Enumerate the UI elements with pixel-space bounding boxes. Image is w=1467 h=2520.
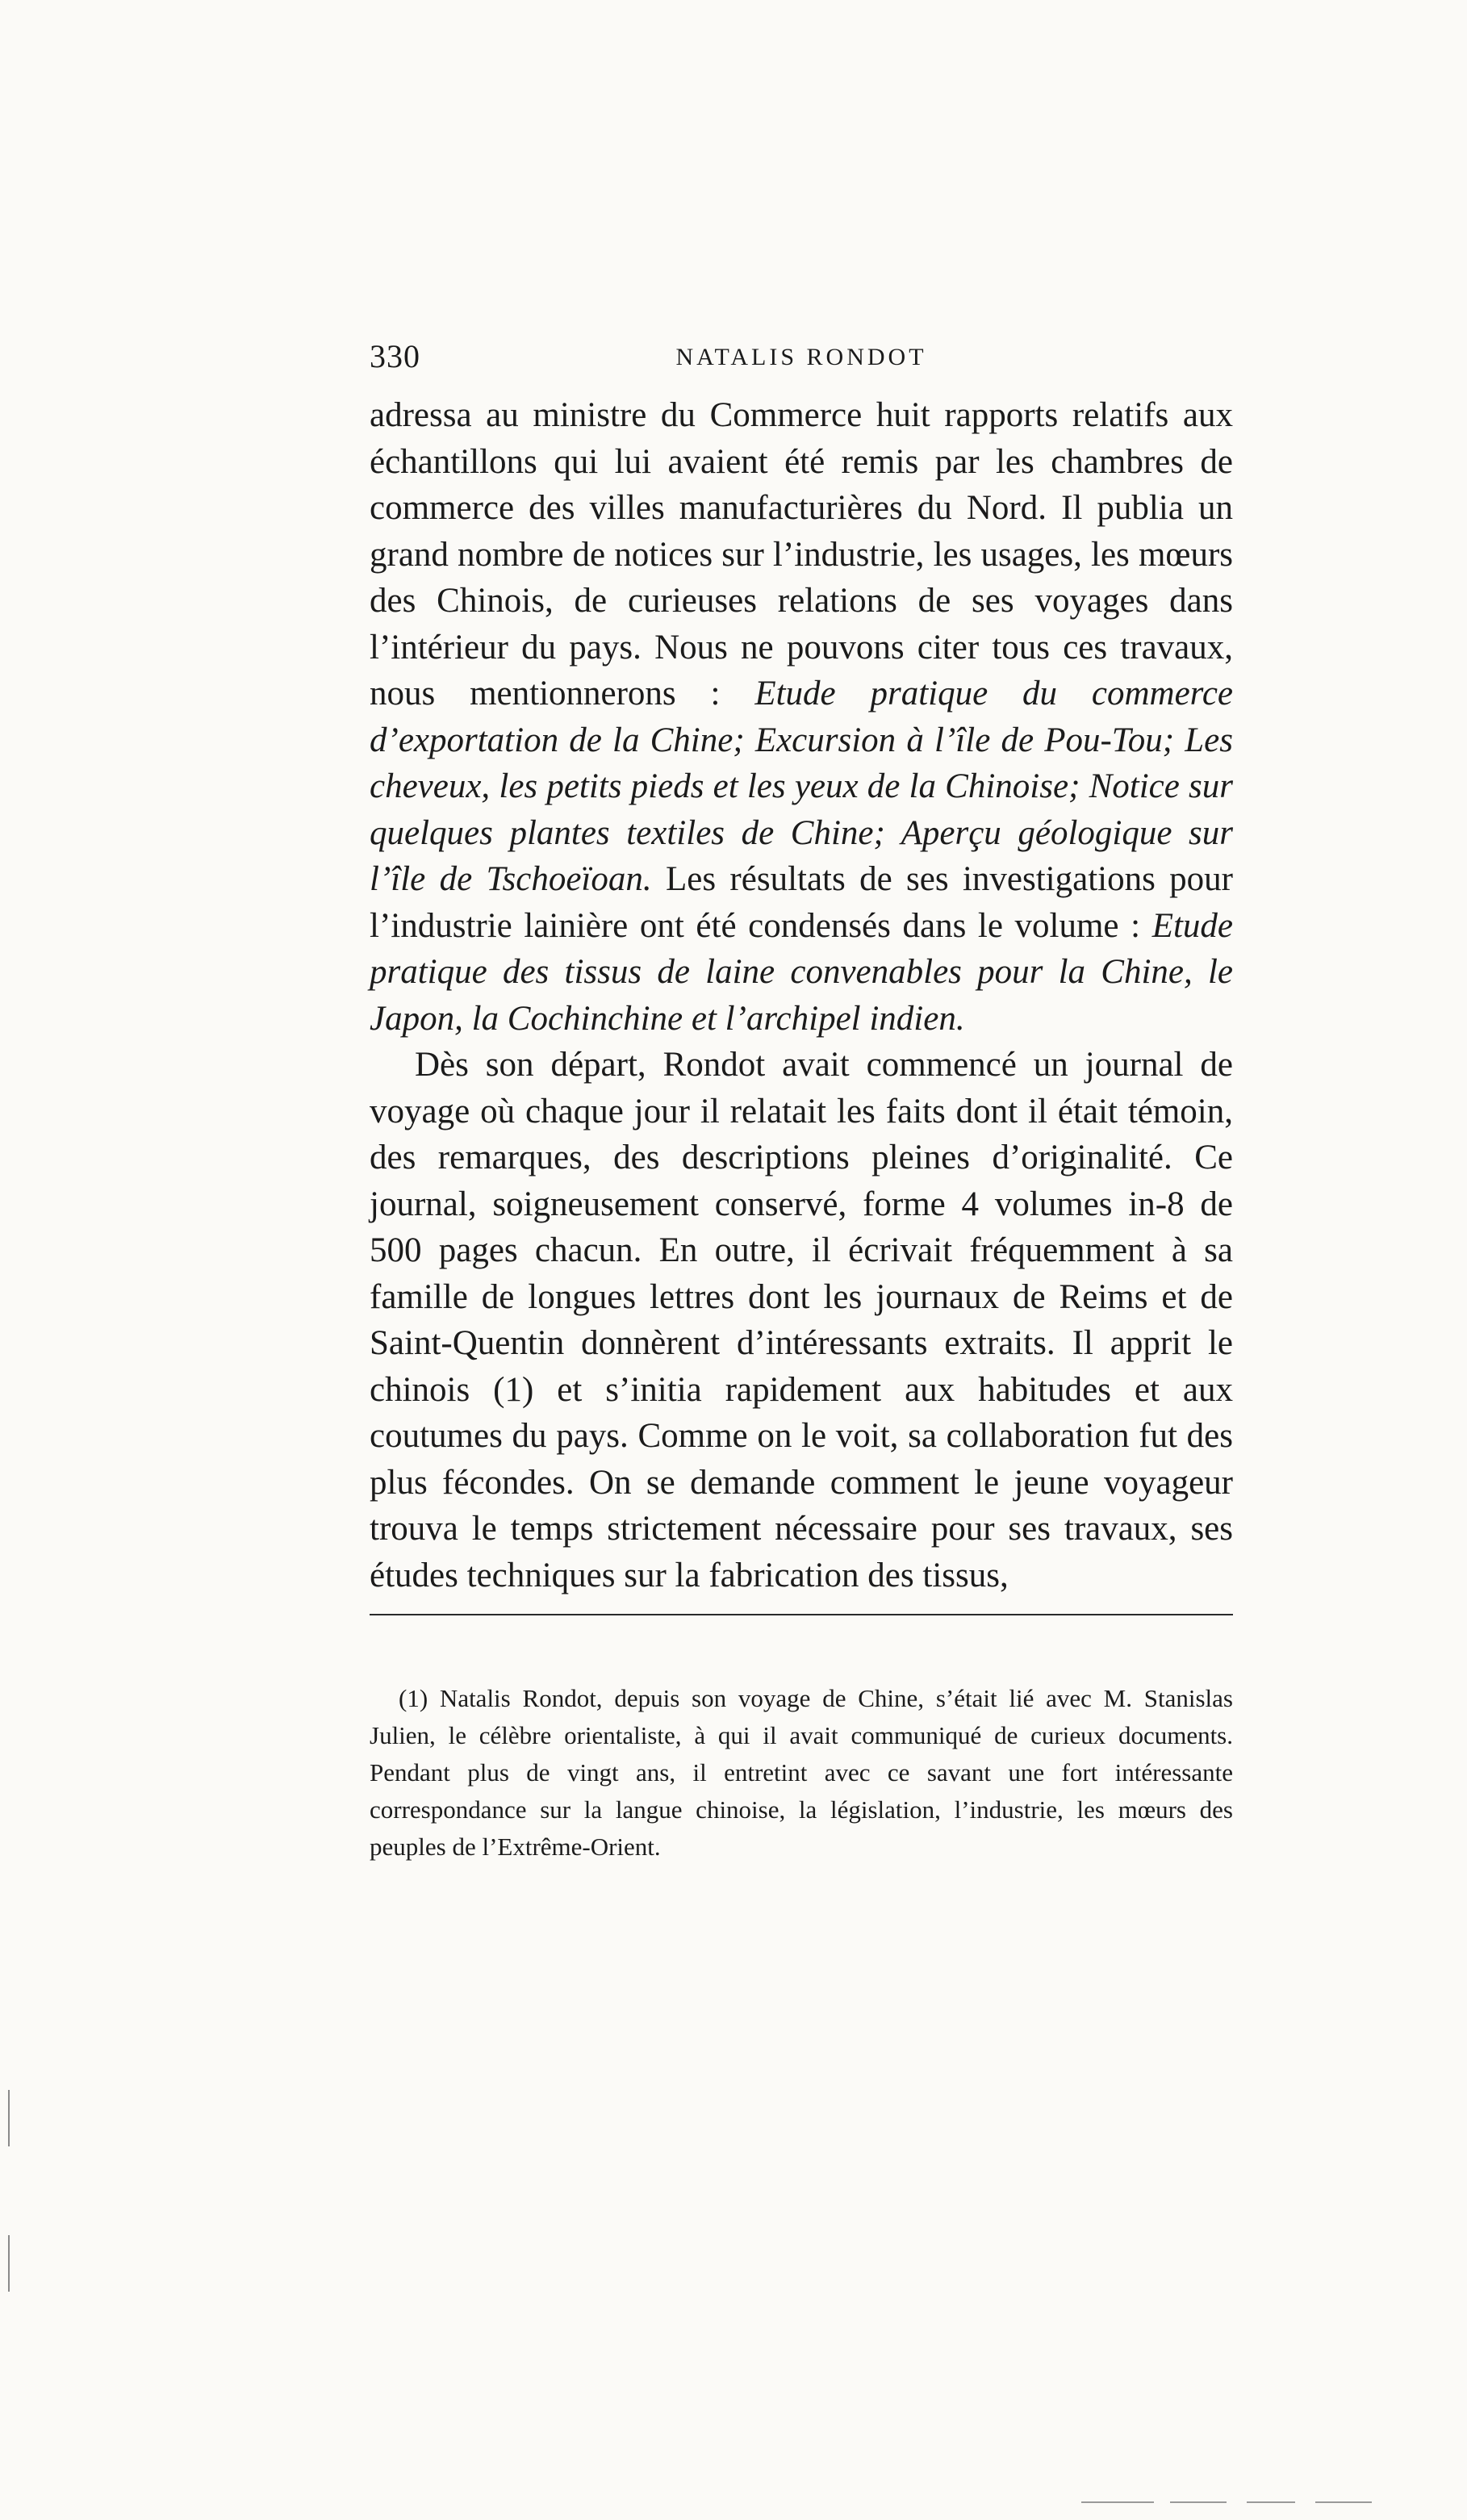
footnote [370,1680,1233,1866]
footnote-text: (1) Natalis Rondot, depuis son voyage de Chine, s’était lié avec M. Stanislas Julien, le célèbre orientaliste, à qui il avait communiqué de curieux documents. Pendant plus de vingt ans, il entretint avec ce savant une fort intéressante correspondance sur la langue chinoise, la législation, l’industrie, les mœurs des peuples de l’Extrême-Orient. [370,1684,1233,1861]
p1-run: Les résultats de ses investigations pour l’industrie lainière ont été condensés dans le volume : [370,860,1233,945]
margin-scan-mark [8,2235,10,2292]
p1-run: adressa au ministre du Commerce huit rapports relatifs aux échantillons qui lui avaient été remis par les chambres de commerce des villes manufacturières du Nord. Il publia un grand nombre de notices sur l’industrie, les usages, les mœurs des Chinois, de curieuses relations de ses voyages dans l’intérieur du pays. Nous ne pouvons citer tous ces travaux, nous mentionnerons : [370,396,1233,713]
p1-italic-titles: Etude pratique du commerce d’exportation de la Chine; Excursion à l’île de Pou-Tou; Les cheveux, les petits pieds et les yeux de la Chinoise; Notice sur quelques plantes textiles de Chine; Aperçu géologique sur l’île de Tschoeïoan. [370,675,1233,898]
bottom-scan-mark [1247,2501,1295,2503]
body-text [370,392,1233,1599]
bottom-scan-mark [1315,2501,1372,2503]
p1-italic-volume-title: Etude pratique des tissus de laine convenables pour la Chine, le Japon, la Cochinchine et l’archipel indien. [370,906,1233,1038]
running-head: NATALIS RONDOT [675,344,927,370]
margin-scan-mark [8,2090,10,2146]
bottom-scan-mark [1081,2501,1154,2503]
footnote-rule [370,1614,1233,1615]
paragraph-2: Dès son départ, Rondot avait commencé un journal de voyage où chaque jour il relatait les faits dont il était témoin, des remarques, des descriptions pleines d’originalité. Ce journal, soigneusement conservé, forme 4 volumes in-8 de 500 pages chacun. En outre, il écrivait fréquemment à sa famille de longues lettres dont les journaux de Reims et de Saint-Quentin donnèrent d’intéressants extraits. Il apprit le chinois (1) et s’initia rapidement aux habitudes et aux coutumes du pays. Comme on le voit, sa collaboration fut des plus fécondes. On se demande comment le jeune voyageur trouva le temps strictement nécessaire pour ses travaux, ses études techniques sur la fabrication des tissus, [370,1046,1233,1594]
page-number: 330 [370,338,420,374]
page-header [370,337,1233,386]
paragraph-1 [370,392,1233,1042]
bottom-scan-mark [1170,2501,1227,2503]
